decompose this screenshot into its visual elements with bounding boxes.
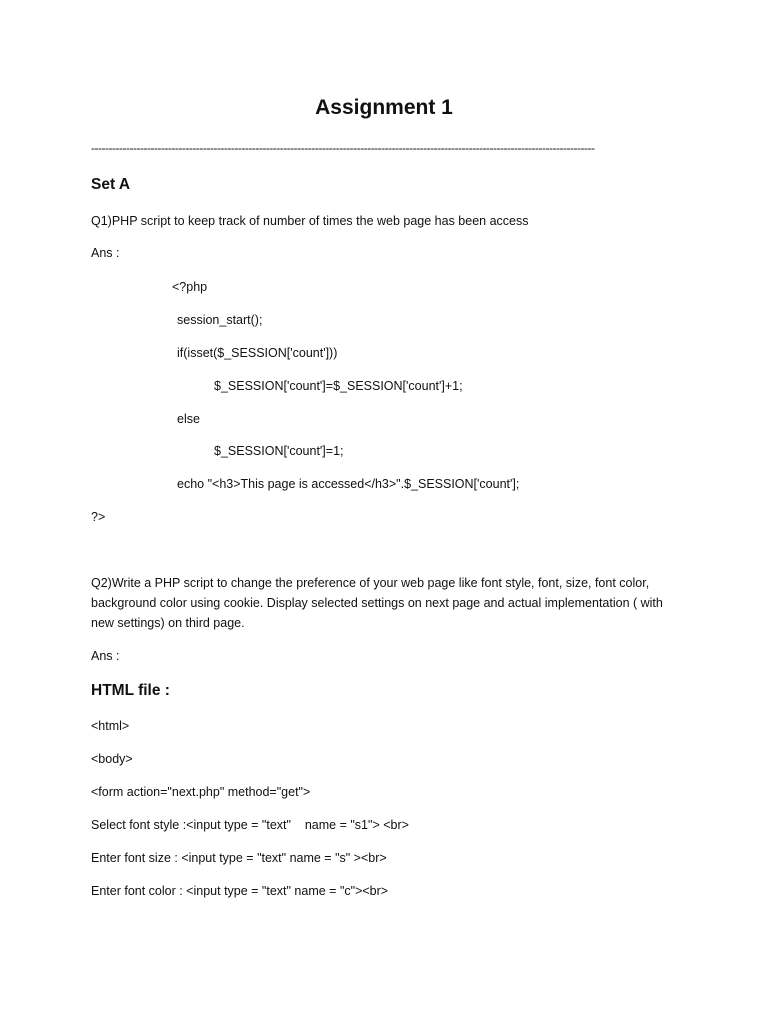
code-line: <?php — [172, 280, 208, 294]
document-title: Assignment 1 — [315, 96, 453, 119]
code-line: <html> — [91, 719, 130, 733]
q1-question: Q1)PHP script to keep track of number of times the web page has been access — [91, 214, 529, 228]
q2-ans-label: Ans : — [91, 649, 120, 663]
code-line: $_SESSION['count']=1; — [214, 444, 344, 458]
code-line: <form action="next.php" method="get"> — [91, 785, 311, 799]
set-heading: Set A — [91, 176, 131, 193]
code-line: echo "<h3>This page is accessed</h3>".$_SESSION['count']; — [177, 477, 520, 491]
code-line: $_SESSION['count']=$_SESSION['count']+1; — [214, 379, 463, 393]
code-line: else — [177, 412, 200, 426]
q1-ans-label: Ans : — [91, 246, 120, 260]
code-line: <body> — [91, 752, 133, 766]
code-line: session_start(); — [177, 313, 263, 327]
code-line: Enter font size : <input type = "text" name = "s" ><br> — [91, 851, 387, 865]
code-line: ?> — [91, 510, 106, 524]
html-file-heading: HTML file : — [91, 682, 170, 699]
code-line: Select font style :<input type = "text" name = "s1"> <br> — [91, 818, 409, 832]
code-line: if(isset($_SESSION['count'])) — [177, 346, 338, 360]
code-line: Enter font color : <input type = "text" name = "c"><br> — [91, 884, 389, 898]
dashed-divider: ------------------------------------------------------------------------------------------------------------------------------------------------ — [91, 141, 595, 155]
q2-question: Q2)Write a PHP script to change the preference of your web page like font style, font, size, font color, background color using cookie. Display selected settings on next page and actual implementation ( with new settings) on third page. — [91, 576, 663, 630]
